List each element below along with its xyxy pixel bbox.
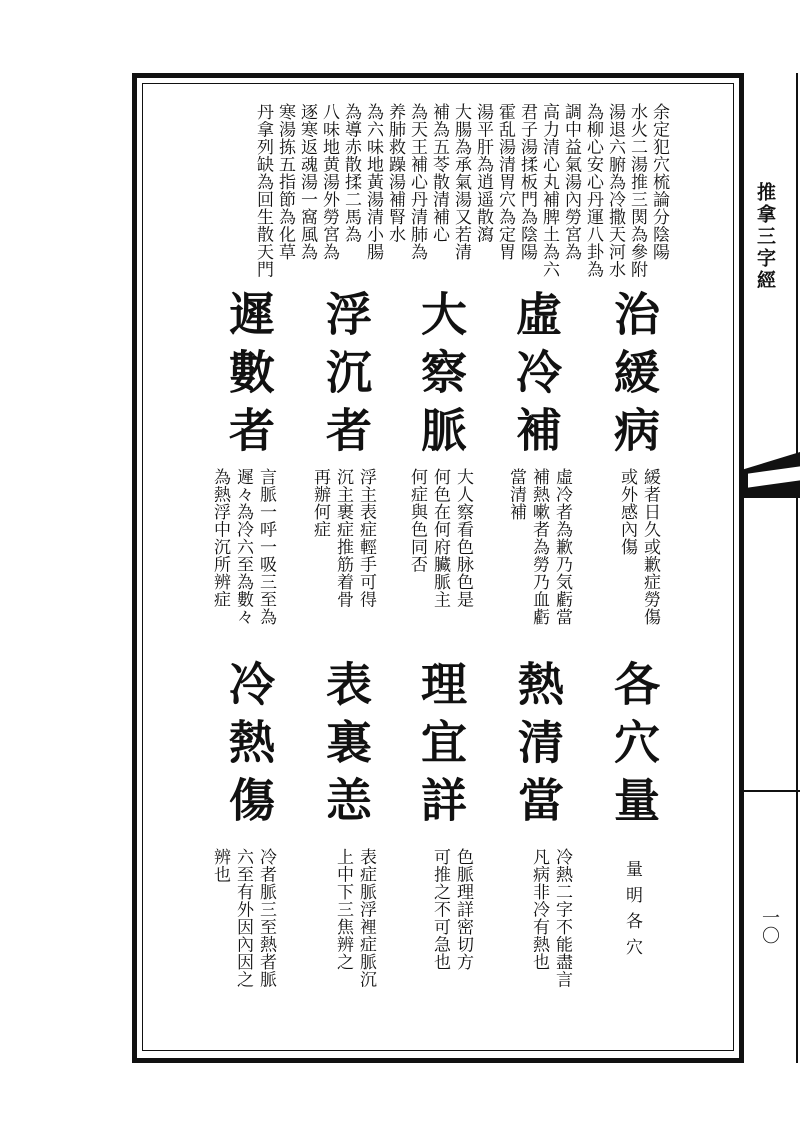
note-line: 或外感內傷 <box>617 468 637 556</box>
intro-line: 為導赤散揉二馬為 <box>341 103 361 243</box>
verse: 冷熱傷 <box>222 660 276 834</box>
intro-line: 調中益氣湯內勞宮為 <box>561 103 581 261</box>
verse: 表裏恙 <box>319 660 373 834</box>
note-line: 表症脈浮裡症脈沉 <box>356 848 376 988</box>
intro-line: 高力清心丸補脾土為六 <box>539 103 559 278</box>
intro-line: 养肺救躁湯補腎水 <box>385 103 405 243</box>
note-line: 遲々為冷六至為數々 <box>233 468 253 626</box>
intro-line: 丹拿列缺為回生散天門 <box>253 103 273 278</box>
intro-line: 水火二湯推三関為參附 <box>627 103 647 278</box>
intro-line: 八味地黄湯外勞宮為 <box>319 103 339 261</box>
margin-fold-line <box>744 790 800 792</box>
note-line: 色脈理詳密切方 <box>453 848 473 971</box>
note-line: 辨也 <box>210 848 230 883</box>
note-line: 言脈一呼一吸三至為 <box>256 468 276 626</box>
note-line: 何色在何府臟脈主 <box>430 468 450 608</box>
intro-line: 大腸為承氣湯又若清 <box>451 103 471 261</box>
intro-line: 余定犯穴梳論分陰陽 <box>649 103 669 261</box>
intro-line: 逐寒返魂湯一窩風為 <box>297 103 317 261</box>
verse: 各穴量 <box>607 660 661 834</box>
note-line: 可推之不可急也 <box>430 848 450 971</box>
intro-line: 君子湯揉板門為陰陽 <box>517 103 537 261</box>
note-line: 冷者脈三至熱者脈 <box>256 848 276 988</box>
note-line: 何症與色同否 <box>407 468 427 573</box>
intro-line: 補為五苓散清補心 <box>429 103 449 243</box>
note-line: 當清補 <box>506 468 526 521</box>
intro-line: 為柳心安心丹運八卦為 <box>583 103 603 278</box>
intro-line: 為天王補心丹清肺為 <box>407 103 427 261</box>
intro-line: 霍乱湯清胃穴為定胃 <box>495 103 515 261</box>
note-line: 補熱嗽者為勞乃血虧 <box>529 468 549 626</box>
note-line: 虛冷者為歉乃気虧當 <box>552 468 572 626</box>
verse: 遲數者 <box>222 290 276 464</box>
verse: 理宜詳 <box>414 660 468 834</box>
verse: 大察脈 <box>414 290 468 464</box>
intro-line: 湯退六腑為冷撒天河水 <box>605 103 625 278</box>
note-line: 浮主表症輕手可得 <box>356 468 376 608</box>
verse: 虛冷補 <box>509 290 563 464</box>
note-line: 量明各穴 <box>622 860 642 964</box>
note-line: 為熱浮中沉所辨症 <box>210 468 230 608</box>
note-line: 六至有外因內因之 <box>233 848 253 988</box>
page-number: 一〇 <box>759 908 780 944</box>
margin-outer-edge <box>796 73 798 1063</box>
verse: 治緩病 <box>607 290 661 464</box>
note-line: 冷熱二字不能盡言 <box>552 848 572 988</box>
intro-line: 為六味地黃湯清小腸 <box>363 103 383 261</box>
verse: 熱清當 <box>511 660 565 834</box>
note-line: 上中下三焦辨之 <box>333 848 353 971</box>
verse: 浮沉者 <box>319 290 373 464</box>
note-line: 凡病非冷有熱也 <box>529 848 549 971</box>
note-line: 再辦何症 <box>310 468 330 538</box>
margin-divider <box>740 73 742 1063</box>
note-line: 沉主裹症推筋着骨 <box>333 468 353 608</box>
intro-line: 湯平肝為逍遥散瀉 <box>473 103 493 243</box>
intro-line: 寒湯拣五指節為化草 <box>275 103 295 261</box>
note-line: 緩者日久或歉症勞傷 <box>640 468 660 626</box>
book-title: 推拿三字經 <box>754 182 776 292</box>
note-line: 大人察看色脉色是 <box>453 468 473 608</box>
